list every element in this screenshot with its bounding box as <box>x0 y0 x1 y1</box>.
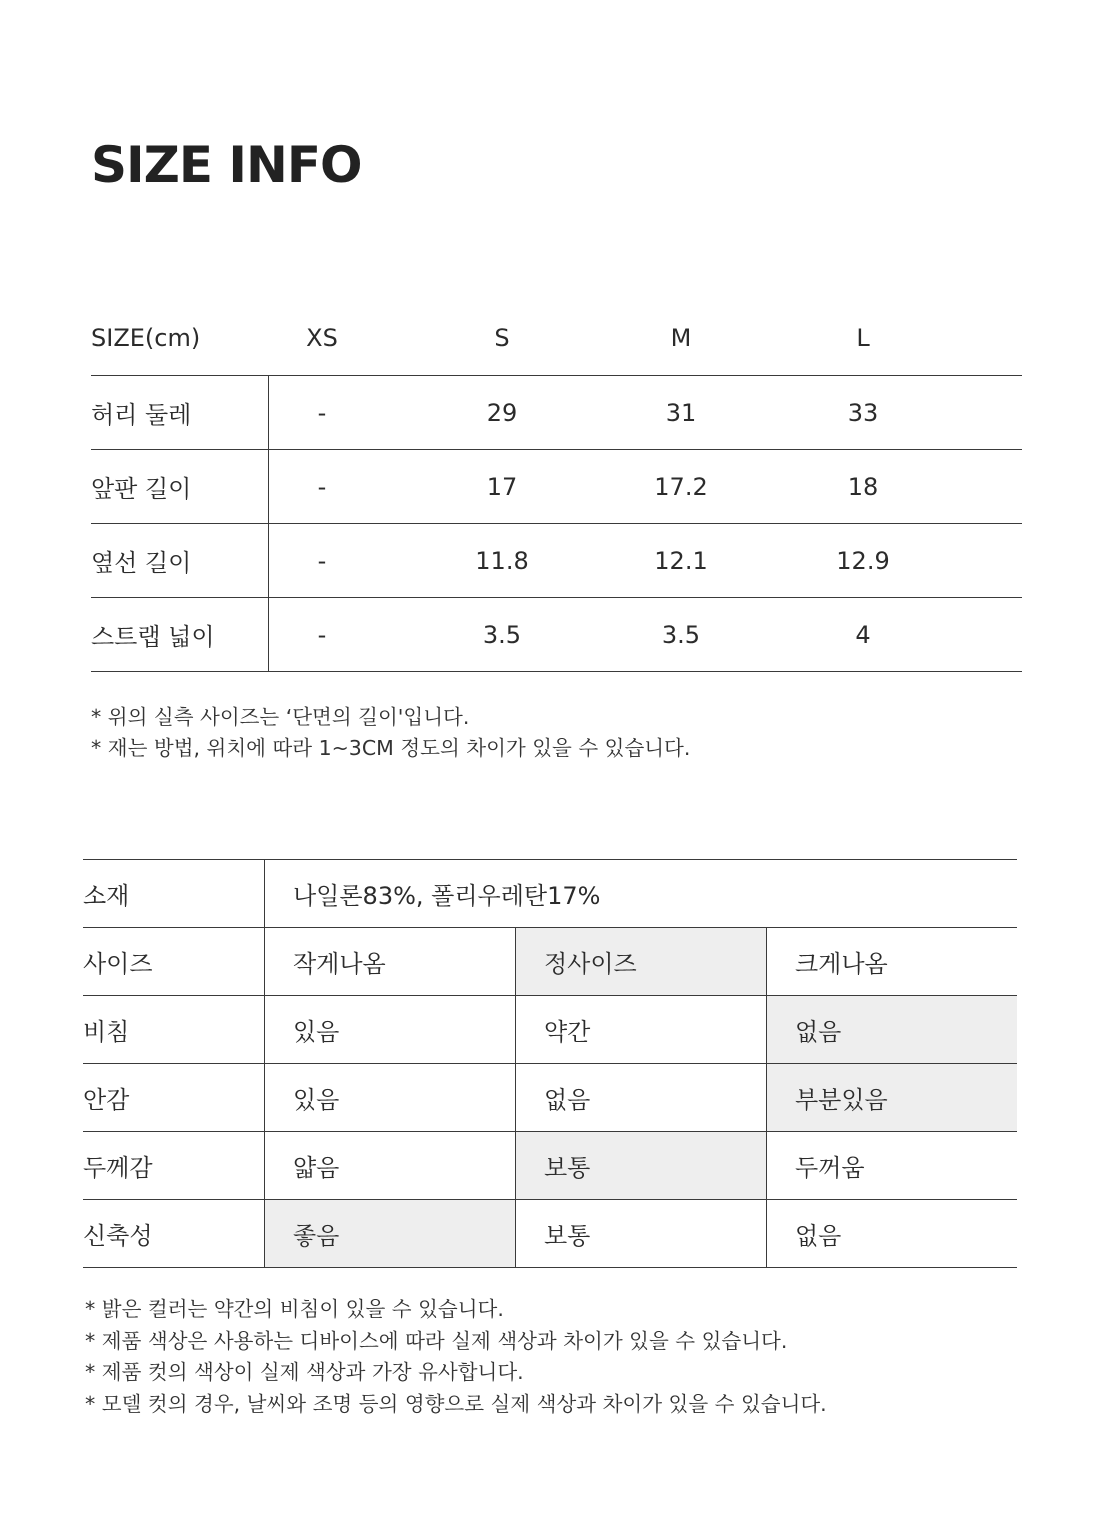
header-size-label: SIZE(cm) <box>91 323 201 352</box>
material-value: 나일론83%, 폴리우레탄17% <box>293 882 601 910</box>
row-label: 사이즈 <box>83 928 265 995</box>
cell-xs: - <box>317 398 327 427</box>
note-line: * 밝은 컬러는 약간의 비침이 있을 수 있습니다. <box>85 1297 504 1321</box>
option-cell: 보통 <box>516 1132 767 1199</box>
row-label: 옆선 길이 <box>91 524 269 597</box>
table-row <box>83 996 1017 1064</box>
fabric-table <box>83 859 1017 1268</box>
table-row <box>91 450 1022 524</box>
size-table-header <box>91 300 1022 376</box>
row-label: 안감 <box>83 1064 265 1131</box>
table-row <box>91 376 1022 450</box>
option-cell: 작게나옴 <box>265 928 516 995</box>
note-line: * 위의 실측 사이즈는 ‘단면의 길이'입니다. <box>91 705 470 729</box>
cell-l: 12.9 <box>836 546 890 575</box>
cell-l: 18 <box>847 472 879 501</box>
row-label: 스트랩 넓이 <box>91 598 269 671</box>
cell-xs: - <box>317 546 327 575</box>
option-cell: 크게나옴 <box>795 950 888 978</box>
cell-s: 29 <box>486 398 518 427</box>
row-label: 비침 <box>83 996 265 1063</box>
cell-l: 4 <box>855 620 871 649</box>
page-title: SIZE INFO <box>91 136 362 194</box>
cell-m: 17.2 <box>654 472 708 501</box>
cell-m: 12.1 <box>654 546 708 575</box>
cell-xs: - <box>317 472 327 501</box>
cell-m: 3.5 <box>661 620 701 649</box>
table-row <box>91 598 1022 672</box>
table-row <box>83 928 1017 996</box>
material-row <box>83 860 1017 928</box>
cell-s: 11.8 <box>475 546 529 575</box>
header-l: L <box>856 323 870 352</box>
cell-s: 3.5 <box>482 620 522 649</box>
cell-xs: - <box>317 620 327 649</box>
table-row <box>83 1132 1017 1200</box>
table-row <box>83 1200 1017 1268</box>
row-label: 앞판 길이 <box>91 450 269 523</box>
note-line: * 재는 방법, 위치에 따라 1~3CM 정도의 차이가 있을 수 있습니다. <box>91 736 691 760</box>
note-line: * 제품 컷의 색상이 실제 색상과 가장 유사합니다. <box>85 1360 524 1384</box>
row-label: 허리 둘레 <box>91 376 269 449</box>
size-notes <box>91 702 690 764</box>
table-row <box>91 524 1022 598</box>
option-cell: 없음 <box>767 996 1017 1063</box>
option-cell: 좋음 <box>265 1200 516 1267</box>
option-cell: 정사이즈 <box>516 928 767 995</box>
cell-m: 31 <box>665 398 697 427</box>
option-cell: 있음 <box>265 1064 516 1131</box>
cell-l: 33 <box>847 398 879 427</box>
option-cell: 보통 <box>516 1200 767 1267</box>
row-label: 두께감 <box>83 1132 265 1199</box>
material-label: 소재 <box>83 860 265 927</box>
option-cell: 약간 <box>516 996 767 1063</box>
size-table <box>91 300 1022 672</box>
fabric-notes <box>85 1294 827 1420</box>
option-cell: 부분있음 <box>767 1064 1017 1131</box>
option-cell: 두꺼움 <box>795 1154 865 1182</box>
header-s: S <box>494 323 510 352</box>
option-cell: 있음 <box>265 996 516 1063</box>
option-cell: 없음 <box>795 1222 842 1250</box>
note-line: * 모델 컷의 경우, 날씨와 조명 등의 영향으로 실제 색상과 차이가 있을 수 있습니다. <box>85 1391 827 1416</box>
option-cell: 없음 <box>516 1064 767 1131</box>
header-m: M <box>670 323 692 352</box>
header-xs: XS <box>306 323 338 352</box>
cell-s: 17 <box>486 472 518 501</box>
row-label: 신축성 <box>83 1200 265 1267</box>
table-row <box>83 1064 1017 1132</box>
option-cell: 얇음 <box>265 1132 516 1199</box>
note-line: * 제품 색상은 사용하는 디바이스에 따라 실제 색상과 차이가 있을 수 있습니다. <box>85 1328 788 1353</box>
